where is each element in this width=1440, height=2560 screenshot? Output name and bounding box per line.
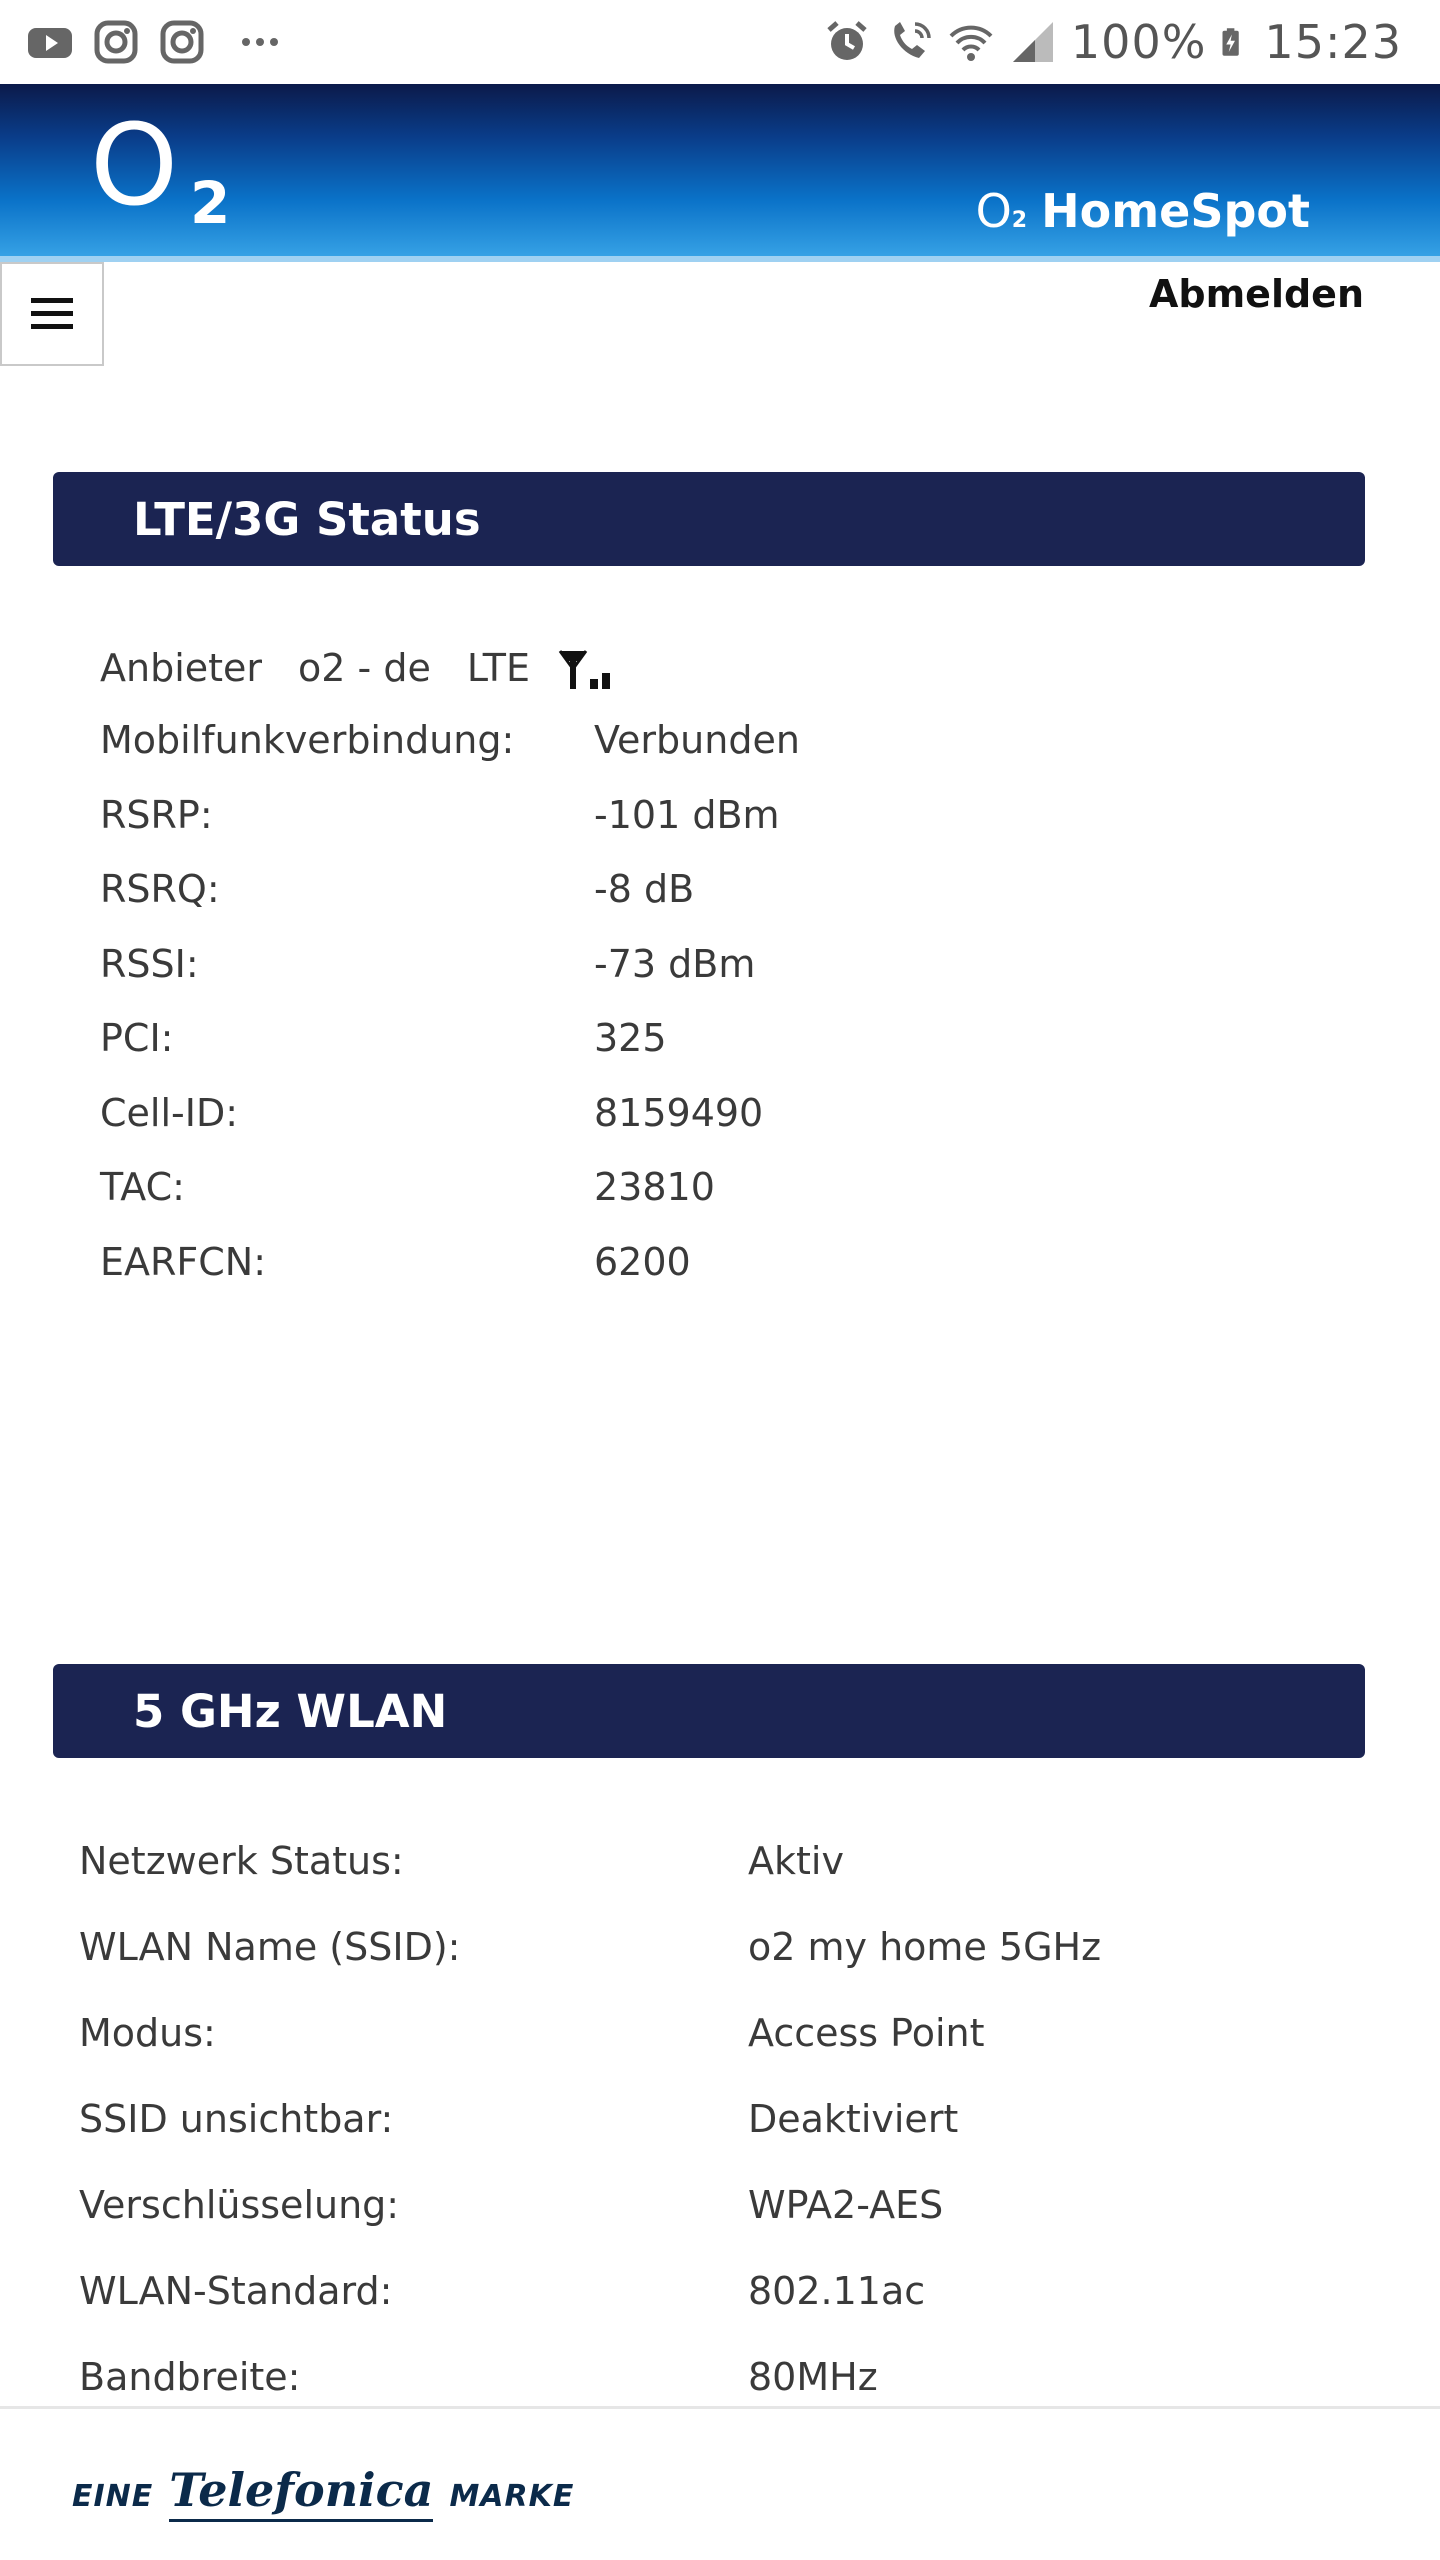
network-type: LTE	[466, 646, 531, 690]
o2-logo-subscript: 2	[190, 169, 231, 237]
logout-link[interactable]: Abmelden	[1148, 272, 1364, 316]
o2-logo-letter: O	[90, 101, 179, 231]
lte-value: Verbunden	[594, 718, 800, 762]
provider-value: o2 - de	[298, 646, 431, 690]
clock-time: 15:23	[1264, 15, 1402, 69]
header-divider	[0, 256, 1440, 262]
battery-percentage: 100%	[1070, 15, 1207, 69]
wlan-value: 802.11ac	[748, 2269, 926, 2313]
brand-prefix: EINE	[72, 2479, 154, 2514]
wlan-label: WLAN Name (SSID):	[79, 1925, 461, 1969]
cell-signal-icon	[1009, 18, 1057, 66]
menu-button[interactable]	[0, 262, 104, 366]
wlan-value: Deaktiviert	[748, 2097, 959, 2141]
more-dots-icon	[236, 18, 284, 66]
product-o: O	[975, 184, 1012, 238]
wlan-value: Aktiv	[748, 1839, 844, 1883]
brand-suffix: MARKE	[449, 2479, 575, 2514]
telefonica-brand	[72, 2463, 574, 2522]
brand-name: Telefonica	[169, 2463, 433, 2522]
lte-label: TAC:	[100, 1165, 185, 1209]
wlan-label: Netzwerk Status:	[79, 1839, 404, 1883]
lte-value: 8159490	[594, 1091, 764, 1135]
lte-value: -101 dBm	[594, 793, 780, 837]
wlan-section-header: 5 GHz WLAN	[53, 1664, 1365, 1758]
instagram-icon	[92, 18, 140, 66]
hamburger-icon	[29, 294, 75, 334]
wlan-value: Access Point	[748, 2011, 985, 2055]
instagram-icon	[158, 18, 206, 66]
product-title	[976, 184, 1310, 238]
lte-label: PCI:	[100, 1016, 174, 1060]
wlan-label: Bandbreite:	[79, 2355, 301, 2399]
product-name: HomeSpot	[1041, 184, 1310, 238]
wlan-value: 80MHz	[748, 2355, 878, 2399]
lte-label: RSRP:	[100, 793, 213, 837]
battery-charging-icon	[1220, 18, 1250, 66]
app-header	[0, 84, 1440, 262]
product-subscript: 2	[1011, 208, 1028, 233]
footer	[0, 2409, 1440, 2560]
status-bar	[0, 0, 1440, 84]
wlan-label: Modus:	[79, 2011, 216, 2055]
wlan-value: WPA2-AES	[748, 2183, 944, 2227]
provider-label: Anbieter	[100, 646, 263, 690]
lte-label: EARFCN:	[100, 1240, 267, 1284]
antenna-signal-icon	[556, 643, 620, 693]
wlan-value: o2 my home 5GHz	[748, 1925, 1102, 1969]
lte-label: Cell-ID:	[100, 1091, 239, 1135]
lte-value: 325	[594, 1016, 667, 1060]
lte-value: -8 dB	[594, 867, 695, 911]
lte-value: 23810	[594, 1165, 715, 1209]
lte-label: Mobilfunkverbindung:	[100, 718, 515, 762]
lte-value: 6200	[594, 1240, 691, 1284]
alarm-icon	[823, 18, 871, 66]
wifi-icon	[947, 18, 995, 66]
wlan-label: SSID unsichtbar:	[79, 2097, 394, 2141]
wifi-call-icon	[885, 18, 933, 66]
wlan-label: Verschlüsselung:	[79, 2183, 400, 2227]
wlan-label: WLAN-Standard:	[79, 2269, 393, 2313]
lte-label: RSSI:	[100, 942, 199, 986]
lte-section-header: LTE/3G Status	[53, 472, 1365, 566]
provider-row	[100, 640, 620, 696]
lte-label: RSRQ:	[100, 867, 220, 911]
youtube-icon	[26, 18, 74, 66]
o2-logo	[90, 101, 231, 237]
lte-value: -73 dBm	[594, 942, 756, 986]
